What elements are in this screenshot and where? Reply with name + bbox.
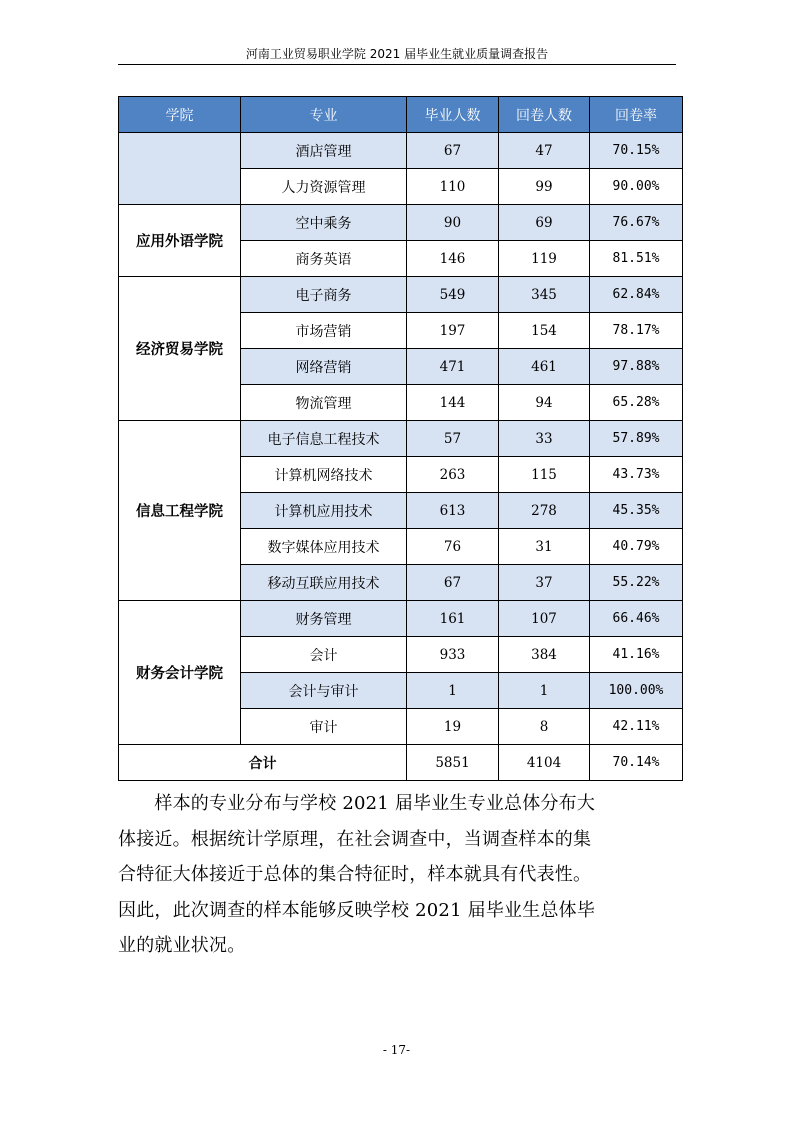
table-body — [119, 133, 683, 781]
table-row — [119, 277, 683, 313]
major-cell: 人力资源管理 — [241, 169, 407, 205]
major-cell: 移动互联应用技术 — [241, 565, 407, 601]
col-header-rate: 回卷率 — [590, 97, 683, 133]
graduates-cell: 933 — [407, 637, 499, 673]
page-header: 河南工业贸易职业学院 2021 届毕业生就业质量调查报告 — [245, 47, 549, 61]
total-graduates: 5851 — [407, 745, 499, 781]
survey-table — [118, 96, 683, 781]
major-cell: 网络营销 — [241, 349, 407, 385]
major-cell: 财务管理 — [241, 601, 407, 637]
major-cell: 会计 — [241, 637, 407, 673]
responses-cell: 94 — [499, 385, 590, 421]
graduates-cell: 197 — [407, 313, 499, 349]
table-row — [119, 133, 683, 169]
graduates-cell: 90 — [407, 205, 499, 241]
major-cell: 商务英语 — [241, 241, 407, 277]
college-cell: 应用外语学院 — [119, 205, 241, 277]
paragraph-line: 样本的专业分布与学校 2021 届毕业生专业总体分布大 — [118, 793, 596, 814]
table-row — [119, 205, 683, 241]
responses-cell: 278 — [499, 493, 590, 529]
body-paragraph — [118, 786, 678, 964]
major-cell: 计算机网络技术 — [241, 457, 407, 493]
graduates-cell: 57 — [407, 421, 499, 457]
rate-cell: 42.11% — [590, 709, 683, 745]
responses-cell: 384 — [499, 637, 590, 673]
col-header-graduates: 毕业人数 — [407, 97, 499, 133]
rate-cell: 76.67% — [590, 205, 683, 241]
responses-cell: 119 — [499, 241, 590, 277]
total-responses: 4104 — [499, 745, 590, 781]
total-label: 合计 — [119, 745, 407, 781]
major-cell: 市场营销 — [241, 313, 407, 349]
major-cell: 空中乘务 — [241, 205, 407, 241]
paragraph-line: 体接近。根据统计学原理，在社会调查中，当调查样本的集 — [118, 828, 592, 850]
rate-cell: 78.17% — [590, 313, 683, 349]
responses-cell: 47 — [499, 133, 590, 169]
table-row — [119, 601, 683, 637]
major-cell: 物流管理 — [241, 385, 407, 421]
graduates-cell: 76 — [407, 529, 499, 565]
major-cell: 会计与审计 — [241, 673, 407, 709]
responses-cell: 154 — [499, 313, 590, 349]
rate-cell: 45.35% — [590, 493, 683, 529]
graduates-cell: 19 — [407, 709, 499, 745]
rate-cell: 65.28% — [590, 385, 683, 421]
graduates-cell: 144 — [407, 385, 499, 421]
graduates-cell: 67 — [407, 565, 499, 601]
major-cell: 酒店管理 — [241, 133, 407, 169]
college-cell — [119, 133, 241, 205]
responses-cell: 31 — [499, 529, 590, 565]
graduates-cell: 161 — [407, 601, 499, 637]
major-cell: 电子商务 — [241, 277, 407, 313]
col-header-responses: 回卷人数 — [499, 97, 590, 133]
table-header-row — [119, 97, 683, 133]
major-cell: 审计 — [241, 709, 407, 745]
responses-cell: 69 — [499, 205, 590, 241]
graduates-cell: 110 — [407, 169, 499, 205]
college-cell: 信息工程学院 — [119, 421, 241, 601]
page-number: - 17- — [382, 1043, 411, 1057]
paragraph-line: 业的就业状况。 — [118, 935, 246, 956]
rate-cell: 57.89% — [590, 421, 683, 457]
college-cell: 经济贸易学院 — [119, 277, 241, 421]
rate-cell: 90.00% — [590, 169, 683, 205]
rate-cell: 62.84% — [590, 277, 683, 313]
responses-cell: 8 — [499, 709, 590, 745]
rate-cell: 66.46% — [590, 601, 683, 637]
col-header-major: 专业 — [241, 97, 407, 133]
responses-cell: 37 — [499, 565, 590, 601]
total-row — [119, 745, 683, 781]
major-cell: 数字媒体应用技术 — [241, 529, 407, 565]
rate-cell: 100.00% — [590, 673, 683, 709]
major-cell: 电子信息工程技术 — [241, 421, 407, 457]
total-rate: 70.14% — [590, 745, 683, 781]
responses-cell: 107 — [499, 601, 590, 637]
rate-cell: 43.73% — [590, 457, 683, 493]
graduates-cell: 471 — [407, 349, 499, 385]
responses-cell: 33 — [499, 421, 590, 457]
col-header-college: 学院 — [119, 97, 241, 133]
rate-cell: 55.22% — [590, 565, 683, 601]
paragraph-line: 合特征大体接近于总体的集合特征时，样本就具有代表性。 — [118, 864, 592, 885]
graduates-cell: 146 — [407, 241, 499, 277]
major-cell: 计算机应用技术 — [241, 493, 407, 529]
responses-cell: 461 — [499, 349, 590, 385]
graduates-cell: 263 — [407, 457, 499, 493]
rate-cell: 40.79% — [590, 529, 683, 565]
graduates-cell: 1 — [407, 673, 499, 709]
header-rule — [118, 64, 676, 65]
graduates-cell: 613 — [407, 493, 499, 529]
rate-cell: 97.88% — [590, 349, 683, 385]
graduates-cell: 67 — [407, 133, 499, 169]
rate-cell: 81.51% — [590, 241, 683, 277]
college-cell: 财务会计学院 — [119, 601, 241, 745]
rate-cell: 70.15% — [590, 133, 683, 169]
graduates-cell: 549 — [407, 277, 499, 313]
responses-cell: 1 — [499, 673, 590, 709]
responses-cell: 345 — [499, 277, 590, 313]
paragraph-line: 因此，此次调查的样本能够反映学校 2021 届毕业生总体毕 — [118, 899, 596, 921]
rate-cell: 41.16% — [590, 637, 683, 673]
table-row — [119, 421, 683, 457]
responses-cell: 115 — [499, 457, 590, 493]
responses-cell: 99 — [499, 169, 590, 205]
